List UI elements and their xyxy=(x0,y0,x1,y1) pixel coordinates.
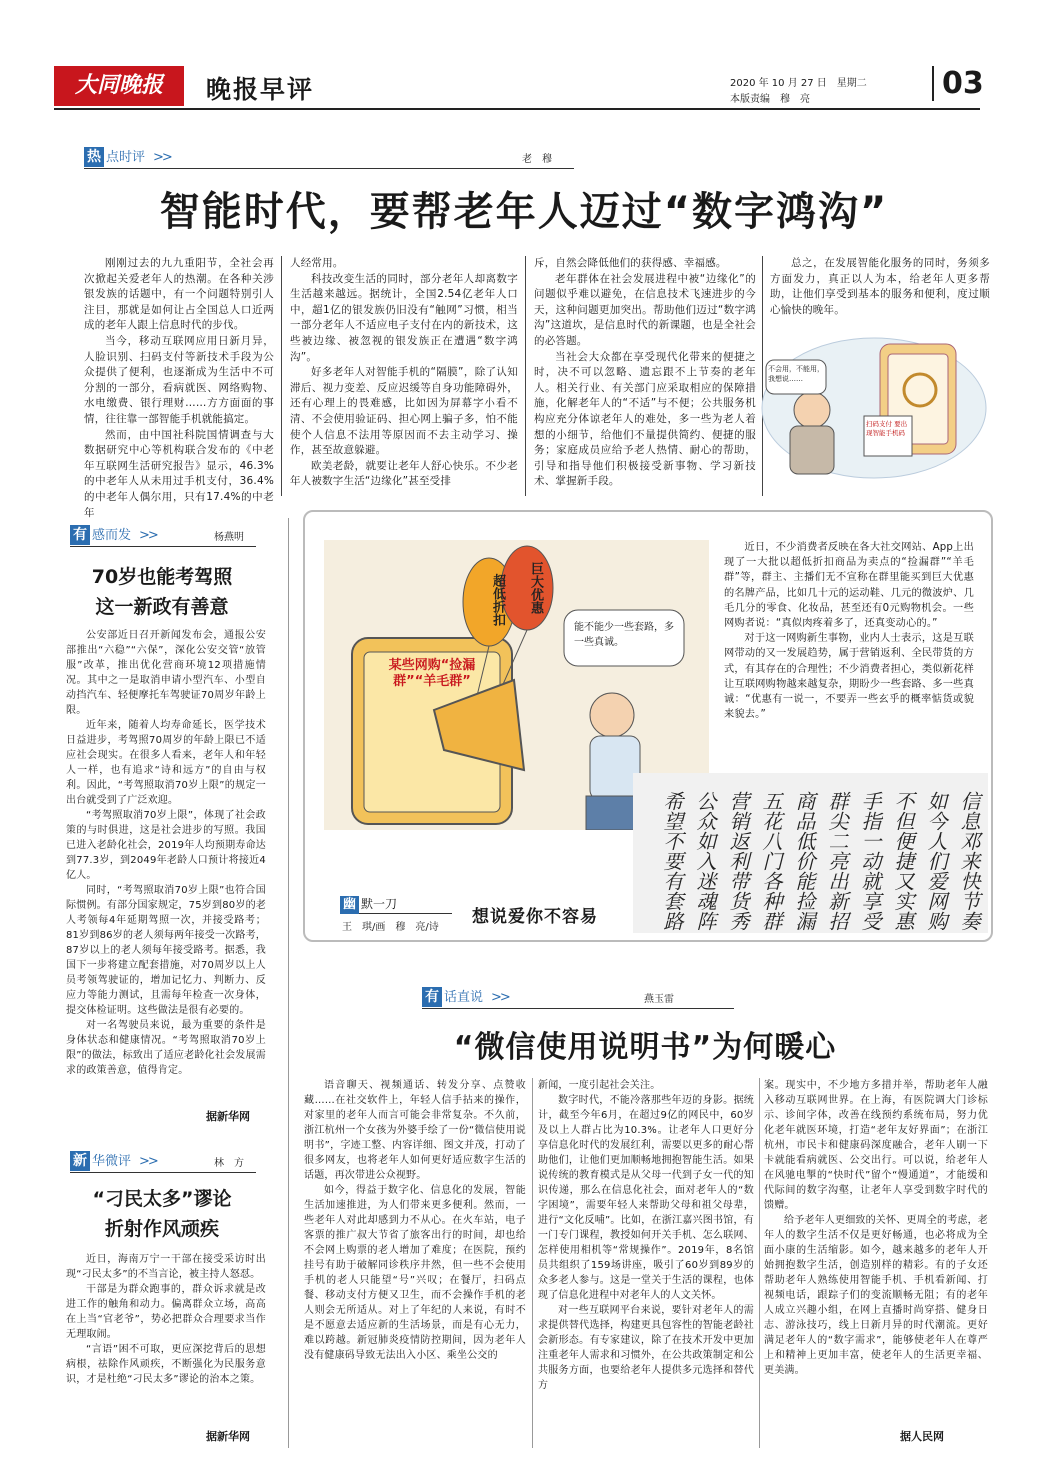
poem-panel xyxy=(633,773,988,933)
paragraph: 对一些互联网平台来说，要针对老年人的需求提供替代选择，构建更具包容性的智能老龄社会新形态。有专家建议，除了在技术开发中更加注重老年人需求和习惯外，在公共政策制定和公共服务方面，也要给老年人提供多元选择和替代方 xyxy=(538,1305,754,1391)
paragraph: 新闻，一度引起社会关注。 xyxy=(538,1080,661,1091)
masthead xyxy=(54,62,984,110)
headline-line: 折射作风顽疾 xyxy=(104,1218,219,1240)
poem-line: 如今人们爱网购 xyxy=(924,791,948,931)
column-divider xyxy=(532,1078,533,1448)
page-editor: 本版责编 穆 亮 xyxy=(730,94,810,105)
poem-line: 不但便捷又实惠 xyxy=(891,791,915,931)
weixin-headline: “微信使用说明书”为何暖心 xyxy=(453,1030,837,1065)
author: 杨燕明 xyxy=(214,532,244,543)
poem-line: 手指一动就享受 xyxy=(858,791,882,931)
top-col-1 xyxy=(84,256,274,521)
paragraph: 如今，得益于数字化、信息化的发展，智能生活加速推进，为人们带来更多便利。然而，一些老年人对此却感到力不从心。在火车站，电子客票的推广叔大节省了旅客出行的时间，却也给不会网上购票的老人增加了难度；在医院，预约挂号有助于破解同诊秩序井然，但一些不会使用手机的老人只能望“号”兴叹；在餐厅，扫码点餐、移动支付方便又卫生，而不会操作手机的老人则会无所适从。对上了年纪的人来说，有时不是不愿意去适应新的生活场景，而是有心无力，难以跨越。新冠肺炎疫情防控期间，因为老年人没有健康码导致无法出入小区、乘坐公交的 xyxy=(304,1185,526,1361)
xinhua-headline xyxy=(64,1184,260,1244)
paragraph: 近日，海南万宁一干部在接受采访时出现“刁民太多”的不当言论，被主持人怒怼。 xyxy=(66,1254,266,1280)
source-credit: 据人民网 xyxy=(900,1430,944,1443)
paragraph: 当社会大众都在享受现代化带来的便捷之时，决不可以忽略、遗忘跟不上节奏的老年人。相关行业、有关部门应采取相应的保障措施，化解老年人的“不适”与不便；公共服务机构应充分体谅老年人的难处，多一些为老人着想的小细节，给他们不量提供简约、便捷的服务；家庭成员应给予老人热情、耐心的帮助，引导和指导他们积极接受新事物、学习新技术、掌握新手段。 xyxy=(534,350,756,488)
speech-bubble: 能不能少一些套路，多一些真诚。 xyxy=(574,622,674,648)
author: 林 方 xyxy=(214,1158,244,1169)
paragraph: “言语”困不可取，更应深挖背后的思想病根，祛除作风顽疾，不断强化为民服务意识，才是杜绝“刁民太多”谬论的治本之策。 xyxy=(66,1344,266,1385)
cartoon-credit: 王 琪/画 穆 亮/诗 xyxy=(342,922,439,933)
column-tag-rest: 点时评 xyxy=(106,150,146,165)
paragraph: 总之，在发展智能化服务的同时，务须多方面发力，真正以人为本，给老年人更多帮助，让他们享受到基本的服务和便利，度过顺心愉快的晚年。 xyxy=(770,257,990,316)
page-number: 03 xyxy=(932,66,984,101)
top-col-2 xyxy=(290,256,518,490)
section-title: 晚报早评 xyxy=(206,75,315,104)
paragraph: 当今，移动互联网应用日新月异，人脸识别、扫码支付等新技术手段为公众提供了便利，也逐渐成为生活中不可分割的一部分，看病就医、网络购物、水电缴费、银行理财……方方面面的事情，往往靠一部智能手机就能搞定。 xyxy=(84,334,274,425)
paragraph: 近年来，随着人均寿命延长，医学技术日益进步，考驾照70周岁的年龄上限已不适应社会现实。在很多人看来，老年人和年轻人一样，也有追求“诗和远方”的自由与权利。因此，“考驾照取消70岁上限”的规定一出台就受到了广泛欢迎。 xyxy=(66,720,266,806)
column-divider xyxy=(288,518,289,1448)
top-col-4 xyxy=(770,256,990,318)
column-tag: 有 xyxy=(422,987,442,1007)
elderly-cartoon-illustration xyxy=(760,330,988,480)
author: 老 穆 xyxy=(522,154,552,165)
poem-line: 希望不要有套路 xyxy=(660,791,684,931)
phone-screen-title: 某些网购“捡漏群”“羊毛群” xyxy=(388,658,476,689)
paragraph: 同时，“考驾照取消70岁上限”也符合国际惯例。有部分国家规定，75岁到80岁的老人考领每4年延期驾照一次，并接受路考；81岁到86岁的老人须每两年接受一次路考，87岁以上的老人须每年接受路考。据悉，我国下一步将建立配套措施，对70周岁以上人员考领驾驶证的，增加记忆力、判断力、反应力等能力测试，且需每年检查一次身体，提交体检证明。这些做法是很有必要的。 xyxy=(66,885,266,1016)
headline-line: 这一新政有善意 xyxy=(95,596,229,618)
chevron-icon: >> xyxy=(139,528,157,543)
headline-line: 70岁也能考驾照 xyxy=(91,566,233,588)
column-tag-rest: 华微评 xyxy=(92,1154,132,1169)
xinhua-body xyxy=(66,1252,266,1387)
ganer-column-header xyxy=(70,524,256,547)
ganer-body xyxy=(66,628,266,1078)
weixin-col-2 xyxy=(538,1078,754,1393)
top-column-header xyxy=(84,146,574,169)
paragraph: 语音聊天、视频通话、转发分享、点赞收藏……在社交软件上，年轻人信手拈来的操作，对家里的老年人而言可能会非常复杂。不久前，浙江杭州一个女孩为外婆手绘了一份“微信使用说明书”，字迹工整、内容详细、图文并茂，打动了很多网友，也将老年人如何更好适应数字生活的话题，再次带进公众视野。 xyxy=(304,1080,526,1181)
top-col-3 xyxy=(534,256,756,490)
paragraph: 斥，自然会降低他们的获得感、幸福感。 xyxy=(534,257,727,269)
poem-line: 公众如入迷魂阵 xyxy=(693,791,717,931)
ganer-headline xyxy=(64,562,260,622)
cartoon-side-text xyxy=(724,540,974,722)
column-divider xyxy=(759,1078,760,1448)
weixin-col-3 xyxy=(764,1078,988,1378)
chevron-icon: >> xyxy=(491,990,509,1005)
xinhua-column-header xyxy=(70,1150,256,1173)
paragraph: 好多老年人对智能手机的“隔膜”，除了认知滞后、视力变差、反应迟缓等自身功能障碍外，还有心理上的畏难感，比如因为屏幕字小看不清、不会使用验证码、担心网上骗子多，怕不能使个人信息不法用等原因而不去主动学习、操作，甚至故意躲避。 xyxy=(290,366,518,457)
source-credit: 据新华网 xyxy=(206,1430,250,1443)
paragraph: 然而，由中国社科院国情调查与大数据研究中心等机构联合发布的《中老年互联网生活研究报告》显示，46.3%的中老年人从未用过手机支付，36.4%的中老年人偶尔用，只有17.4%的中老年 xyxy=(84,428,274,519)
author: 燕玉雷 xyxy=(644,994,674,1005)
paragraph: 人经常用。 xyxy=(290,257,344,269)
paragraph: 对于这一网购新生事物，业内人士表示，这是互联网带动的又一发展趋势，属于营销返利、全民带货的方式，有其存在的合理性；不少消费者担心，类似新花样让互联网购物越来越复杂，期盼少一些套路、多一些真诚：“优惠有一说一，不要弄一些玄乎的概率惦货或貌来貌去。” xyxy=(724,633,974,721)
weixin-column-header xyxy=(422,986,734,1009)
cartoon-bubble: 不会用，不能用，我想说…… xyxy=(768,365,824,383)
paragraph: 案。现实中，不少地方多措并举，帮助老年人融入移动互联网世界。在上海，有医院调大门诊标示、诊间字体，改善在线预约系统布局，努力优化老年就医环境，打造“老年友好界面”；在浙江杭州，市民卡和健康码深度融合，老年人刷一下卡就能看病就医、公交出行。可以说，给老年人在风驰电掣的“快时代”留个“慢通道”，才能缓和代际间的数字沟壑，让老年人享受到数字时代的馈赠。 xyxy=(764,1080,988,1211)
chevron-icon: >> xyxy=(153,150,171,165)
paragraph: 对一名驾驶员来说，最为重要的条件是身体状态和健康情况。“考驾照取消70岁上限”的做法，标致出了适应老龄化社会发展需求的政策善意，值得肯定。 xyxy=(66,1020,266,1076)
poem-line: 五花八门各种群 xyxy=(759,791,783,931)
balloon-label: 超低折扣 xyxy=(490,574,505,626)
paragraph: 科技改变生活的同时，部分老年人却离数字生活越来越远。据统计，全国2.54亿老年人口中，超1亿的银发族仍旧没有“触网”习惯，相当一部分老年人不适应电子支付在内的新技术，这些被边缘、被忽视的银发族正在遭遇“数字鸿沟”。 xyxy=(290,272,518,363)
poem-line: 营销返利带货秀 xyxy=(726,791,750,931)
poem-line: 商品低价能捡漏 xyxy=(792,791,816,931)
column-divider xyxy=(281,256,282,496)
headline-line: “刁民太多”谬论 xyxy=(92,1188,232,1210)
column-tag: 有 xyxy=(70,525,90,545)
column-tag: 新 xyxy=(70,1151,90,1171)
column-tag: 幽 xyxy=(340,896,359,914)
main-headline: 智能时代，要帮老年人迈过“数字鸿沟” xyxy=(159,189,889,235)
cartoon-sign: 扫码支付 要出现智能手机码 xyxy=(866,420,908,437)
column-divider xyxy=(525,256,526,496)
paragraph: 数字时代，不能冷落那些年迈的身影。据统计，截至今年6月，在超过9亿的网民中，60岁及以上人群占比为10.3%。让老年人口更好分享信息化时代的发展红利，需要以更多的耐心帮助他们，让他们更加顺畅地拥抱智能生活。如果说传统的教育模式是从父母一代到子女一代的知识传递，那么在信息化社会，面对老年人的“数字困境”，需要年轻人来帮助父母和祖父母辈，进行“文化反哺”。比如，在浙江嘉兴图书馆，有一门专门课程，教授如何开关手机、怎么联网、怎样使用相机等“常规操作”。2019年，8名馆员共组织了159场讲座，吸引了60岁到89岁的众多老人参与。这是一堂关于生活的课程，也体现了信息化进程中对老年人的人文关怀。 xyxy=(538,1095,754,1301)
paragraph: 干部是为群众跑事的，群众诉求就是改进工作的触角和动力。偏离群众立场，高高在上当“官老爷”，势必把群众合理要求当作无理取闹。 xyxy=(66,1284,266,1340)
masthead-rule xyxy=(54,108,980,110)
paragraph: 刚刚过去的九九重阳节，全社会再次掀起关爱老年人的热潮。在各种关涉银发族的话题中，有一个问题特别引人注目，那就是如何让占全国总人口近两成的老年人跟上信息时代的步伐。 xyxy=(84,257,274,332)
issue-date: 2020 年 10 月 27 日 星期二 xyxy=(730,78,867,89)
paragraph: 近日，不少消费者反映在各大社交网站、App上出现了一大批以超低折扣商品为卖点的“捡漏群”“羊毛群”等，群主、主播们无不宣称在群里能买到巨大优惠的名牌产品，比如几十元的运动鞋、几元的微波炉、几毛几分的零食、化妆品，甚至还有0元购物机会。一些网购者说：“真似肉疼着多了，还真变动心的。” xyxy=(724,542,974,630)
newspaper-logo: 大同晚报 xyxy=(54,66,184,106)
cartoon-title: 想说爱你不容易 xyxy=(472,907,598,927)
balloon-label: 巨大优惠 xyxy=(528,562,543,614)
paragraph: 给予老年人更细致的关怀、更周全的考虑，老年人的数字生活不仅是更好畅通，也必将成为全面小康的生活缩影。如今，越来越多的老年人开始拥抱数字生活，创造别样的精彩。有的子女还帮助老年人熟练使用智能手机、手机看新闻、打视频电话，跟踪子们的变流顺畅无阻；有的老年人成立兴趣小组，在网上直播时尚穿搭、健身日志、游泳技巧，线上日新月异的时代潮流。更好满足老年人的“数字需求”，能够使老年人在尊严上和精神上更加丰富，使老年人的生活更幸福、更美满。 xyxy=(764,1215,988,1376)
paragraph: 欧美老龄，就要让老年人舒心快乐。不少老年人被数字生活“边缘化”甚至受排 xyxy=(290,459,518,488)
column-tag-rest: 感而发 xyxy=(92,528,132,543)
weixin-col-1 xyxy=(304,1078,526,1363)
poem-line: 信息邓来快节奏 xyxy=(957,791,981,931)
source-credit: 据新华网 xyxy=(206,1110,250,1123)
poem-line: 群尖二亮出新招 xyxy=(825,791,849,931)
paragraph: 老年群体在社会发展进程中被“边缘化”的问题似乎难以避免，在信息技术飞速进步的今天，这种问题更加突出。帮助他们迈过“数字鸿沟”这道坎，是信息时代的新课题，也是全社会的必答题。 xyxy=(534,272,756,347)
column-tag: 热 xyxy=(84,147,104,167)
youmo-header xyxy=(340,893,452,914)
column-tag-rest: 默一刀 xyxy=(361,897,398,911)
paragraph: 公安部近日召开新闻发布会，通报公安部推出“六稳”“六保”，深化公安交管“放管服”改革，推出优化营商环境12项措施情况。其中之一是取消申请小型汽车、小型自动挡汽车、轻便摩托车驾驶证70周岁年龄上限。 xyxy=(66,630,266,716)
chevron-icon: >> xyxy=(139,1154,157,1169)
paragraph: “考驾照取消70岁上限”，体现了社会政策的与时俱进，这是社会进步的写照。我国已进入老龄化社会，2019年人均预期寿命达到77.3岁，到2049年老龄人口预计将接近4亿人。 xyxy=(66,810,266,881)
column-tag-rest: 话直说 xyxy=(444,990,484,1005)
